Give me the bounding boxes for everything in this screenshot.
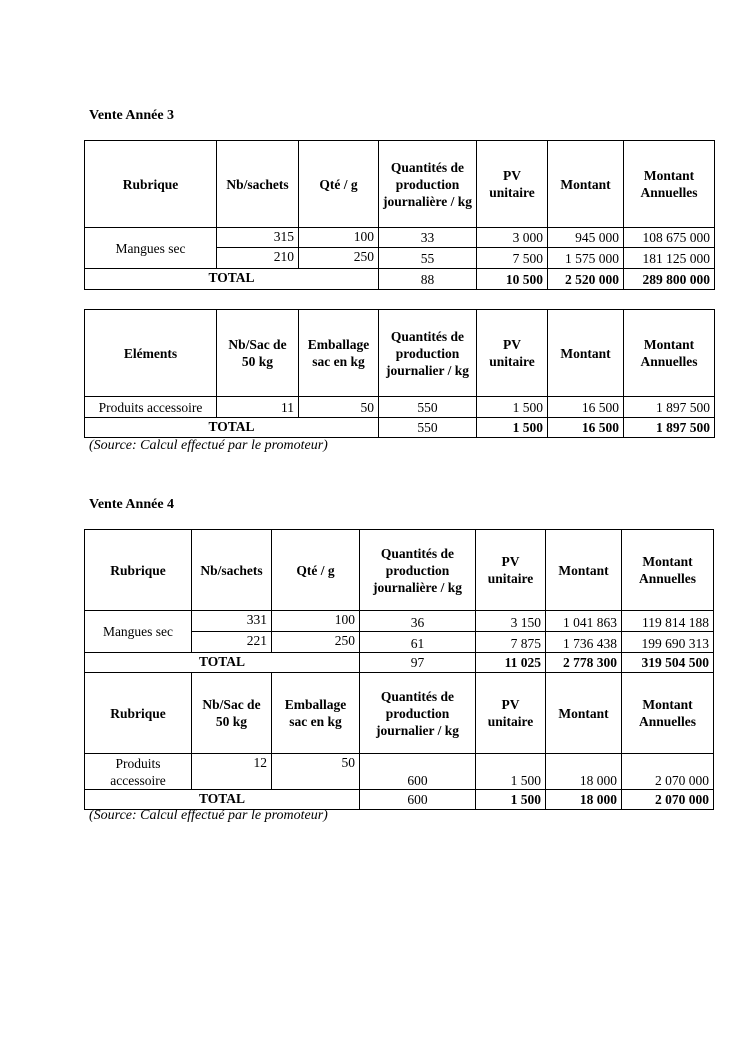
table-row (85, 754, 714, 790)
total-pv: 1 500 (476, 790, 546, 810)
total-quant: 600 (360, 790, 476, 810)
montant-cell: 1 736 438 (546, 632, 622, 653)
header-quantites: Quantités de production journalier / kg (360, 673, 476, 754)
table-header-row (85, 530, 714, 611)
year3-produits-table (84, 309, 715, 438)
montant-cell: 945 000 (548, 228, 624, 248)
header-quantites: Quantités de production journalière / kg (360, 530, 476, 611)
annuel-cell: 199 690 313 (622, 632, 714, 653)
header-nb-sac: Nb/Sac de 50 kg (217, 310, 299, 397)
montant-cell: 1 575 000 (548, 248, 624, 269)
header-pv-unitaire: PV unitaire (477, 310, 548, 397)
pv-cell: 3 150 (476, 611, 546, 632)
rubrique-label: Mangues sec (85, 228, 217, 269)
total-montant: 16 500 (548, 418, 624, 438)
total-annuel: 319 504 500 (622, 653, 714, 673)
header-montant-annuelles: Montant Annuelles (622, 530, 714, 611)
annuel-cell: 119 814 188 (622, 611, 714, 632)
year3-source-note: (Source: Calcul effectué par le promoteur) (89, 438, 328, 453)
total-label: TOTAL (85, 653, 360, 673)
total-montant: 2 520 000 (548, 269, 624, 290)
produits-label: Produits accessoire (85, 397, 217, 418)
rubrique-label: Mangues sec (85, 611, 192, 653)
quant-cell: 55 (379, 248, 477, 269)
total-pv: 10 500 (477, 269, 548, 290)
total-quant: 97 (360, 653, 476, 673)
year4-table (84, 529, 714, 810)
annuel-cell: 1 897 500 (624, 397, 715, 418)
total-annuel: 289 800 000 (624, 269, 715, 290)
header-rubrique: Rubrique (85, 673, 192, 754)
pv-cell: 1 500 (477, 397, 548, 418)
year3-mangues-table (84, 140, 715, 290)
produits-label: Produits accessoire (85, 754, 192, 790)
total-row (85, 790, 714, 810)
nb-cell: 221 (192, 632, 272, 653)
header-emballage: Emballage sac en kg (272, 673, 360, 754)
table-header-row (85, 310, 715, 397)
total-label: TOTAL (85, 269, 379, 290)
header-nb-sachets: Nb/sachets (192, 530, 272, 611)
total-pv: 11 025 (476, 653, 546, 673)
table-row (85, 228, 715, 248)
header-montant: Montant (548, 310, 624, 397)
total-quant: 88 (379, 269, 477, 290)
year4-source-note: (Source: Calcul effectué par le promoteur) (89, 808, 328, 823)
header-montant-annuelles: Montant Annuelles (624, 141, 715, 228)
total-annuel: 2 070 000 (622, 790, 714, 810)
pv-cell: 7 875 (476, 632, 546, 653)
pv-cell: 1 500 (476, 754, 546, 790)
total-label: TOTAL (85, 790, 360, 810)
header-quantites: Quantités de production journalier / kg (379, 310, 477, 397)
qte-cell: 100 (272, 611, 360, 632)
year4-title: Vente Année 4 (89, 497, 175, 512)
total-montant: 18 000 (546, 790, 622, 810)
total-quant: 550 (379, 418, 477, 438)
header-montant: Montant (546, 530, 622, 611)
year3-title: Vente Année 3 (89, 108, 175, 123)
total-row (85, 653, 714, 673)
header-pv-unitaire: PV unitaire (476, 530, 546, 611)
header-pv-unitaire: PV unitaire (476, 673, 546, 754)
header-montant-annuelles: Montant Annuelles (624, 310, 715, 397)
quant-cell: 61 (360, 632, 476, 653)
total-row (85, 269, 715, 290)
table-row (85, 611, 714, 632)
annuel-cell: 181 125 000 (624, 248, 715, 269)
header-nb-sachets: Nb/sachets (217, 141, 299, 228)
nb-cell: 315 (217, 228, 299, 248)
header-qte: Qté / g (299, 141, 379, 228)
total-montant: 2 778 300 (546, 653, 622, 673)
nb-cell: 12 (192, 754, 272, 790)
header-elements: Eléments (85, 310, 217, 397)
annuel-cell: 108 675 000 (624, 228, 715, 248)
qte-cell: 250 (272, 632, 360, 653)
montant-cell: 16 500 (548, 397, 624, 418)
nb-cell: 210 (217, 248, 299, 269)
total-row (85, 418, 715, 438)
quant-cell: 550 (379, 397, 477, 418)
quant-cell: 600 (360, 754, 476, 790)
header-quantites: Quantités de production journalière / kg (379, 141, 477, 228)
emb-cell: 50 (299, 397, 379, 418)
header-montant: Montant (546, 673, 622, 754)
nb-cell: 331 (192, 611, 272, 632)
header-emballage: Emballage sac en kg (299, 310, 379, 397)
header-pv-unitaire: PV unitaire (477, 141, 548, 228)
total-pv: 1 500 (477, 418, 548, 438)
header-nb-sac: Nb/Sac de 50 kg (192, 673, 272, 754)
qte-cell: 100 (299, 228, 379, 248)
montant-cell: 18 000 (546, 754, 622, 790)
header-montant-annuelles: Montant Annuelles (622, 673, 714, 754)
pv-cell: 7 500 (477, 248, 548, 269)
quant-cell: 36 (360, 611, 476, 632)
pv-cell: 3 000 (477, 228, 548, 248)
header-rubrique: Rubrique (85, 530, 192, 611)
table-row (85, 397, 715, 418)
emb-cell: 50 (272, 754, 360, 790)
total-label: TOTAL (85, 418, 379, 438)
nb-cell: 11 (217, 397, 299, 418)
montant-cell: 1 041 863 (546, 611, 622, 632)
annuel-cell: 2 070 000 (622, 754, 714, 790)
header-montant: Montant (548, 141, 624, 228)
quant-cell: 33 (379, 228, 477, 248)
header-rubrique: Rubrique (85, 141, 217, 228)
header-qte: Qté / g (272, 530, 360, 611)
total-annuel: 1 897 500 (624, 418, 715, 438)
table-header-row (85, 141, 715, 228)
table-header-row (85, 673, 714, 754)
qte-cell: 250 (299, 248, 379, 269)
